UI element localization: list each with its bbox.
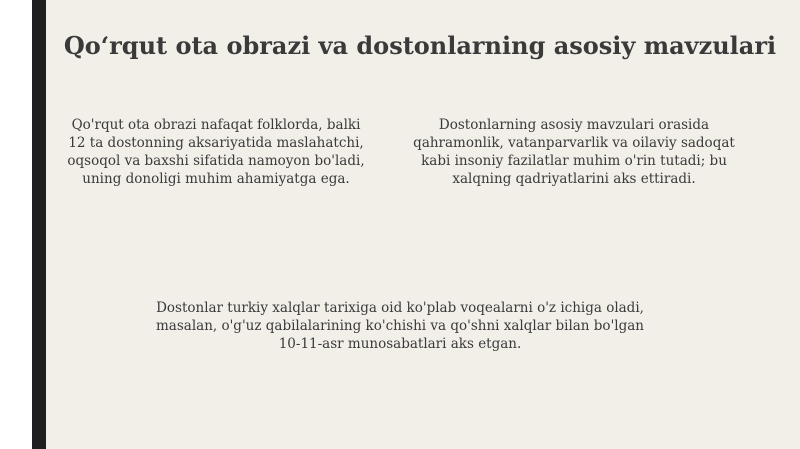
bottom-paragraph-line: Dostonlar turkiy xalqlar tarixiga oid ko'plab voqealarni o'z ichiga oladi, (156, 300, 644, 316)
left-paragraph-line: Qo'rqut ota obrazi nafaqat folklorda, balki (71, 117, 361, 133)
bottom-paragraph (120, 299, 680, 353)
left-paragraph-line: 12 ta dostonning aksariyatida maslahatchi, (68, 135, 364, 151)
bottom-paragraph-line: masalan, o'g'uz qabilalarining ko'chishi va qo'shni xalqlar bilan bo'lgan (156, 318, 644, 334)
left-paragraph (56, 116, 376, 188)
right-paragraph-line: kabi insoniy fazilatlar muhim o'rin tutadi; bu (421, 153, 727, 169)
left-paragraph-line: oqsoqol va baxshi sifatida namoyon bo'ladi, (67, 153, 365, 169)
right-paragraph (400, 116, 748, 188)
slide-left-margin (0, 0, 32, 449)
right-paragraph-line: Dostonlarning asosiy mavzulari orasida (438, 117, 710, 133)
left-paragraph-line: uning donoligi muhim ahamiyatga ega. (82, 171, 350, 187)
right-paragraph-line: xalqning qadriyatlarini aks ettiradi. (452, 171, 696, 187)
right-paragraph-line: qahramonlik, vatanparvarlik va oilaviy sadoqat (413, 135, 735, 151)
slide-title: Qo‘rqut ota obrazi va dostonlarning asosiy mavzulari (63, 31, 777, 60)
bottom-paragraph-line: 10-11-asr munosabatlari aks etgan. (278, 336, 522, 352)
accent-bar (32, 0, 46, 449)
